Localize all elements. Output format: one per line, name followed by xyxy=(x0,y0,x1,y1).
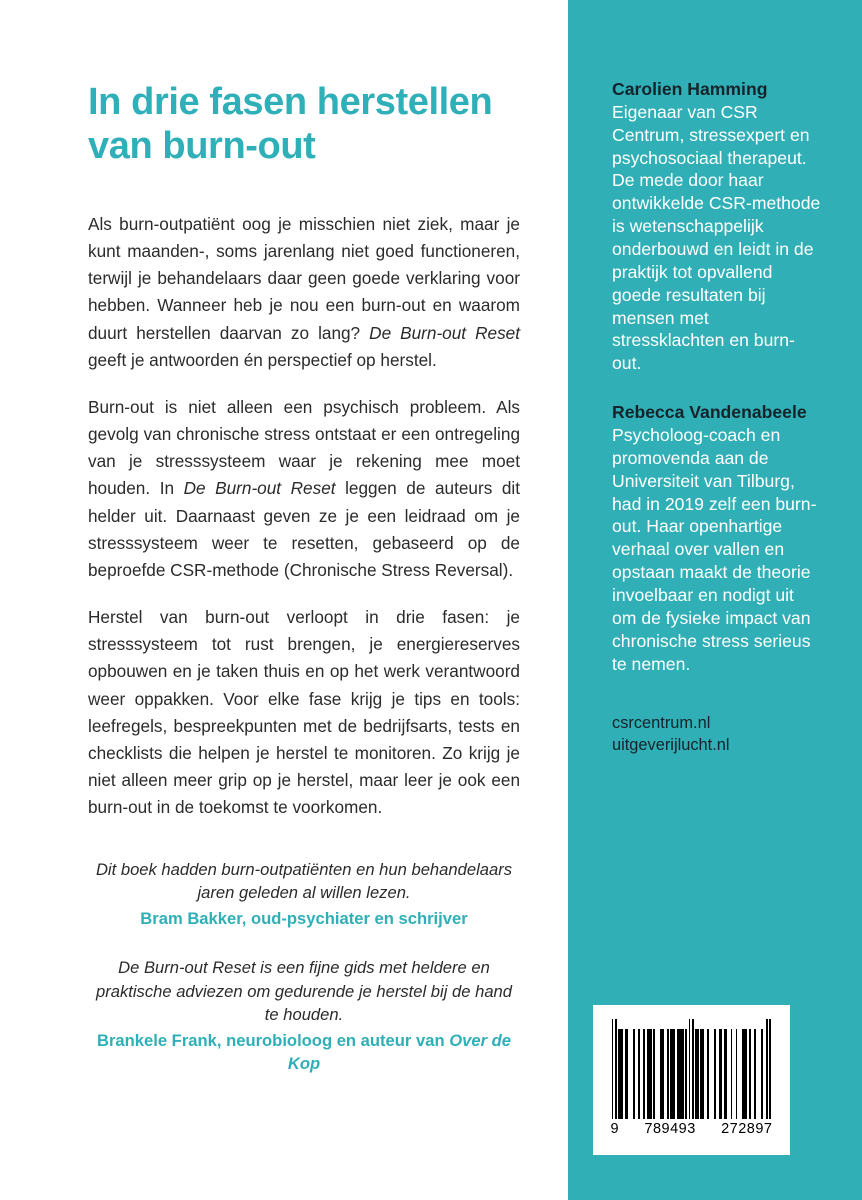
paragraph-text: geeft je antwoorden én perspectief op herstel. xyxy=(88,349,437,370)
book-title-italic: De Burn-out Reset xyxy=(183,478,336,499)
isbn-barcode xyxy=(593,1005,790,1155)
testimonial-quote: Dit boek hadden burn-outpatiënten en hun behandelaars jaren geleden al willen lezen. xyxy=(95,859,513,903)
link-uitgeverijlucht[interactable]: uitgeverijlucht.nl xyxy=(612,735,730,754)
testimonial xyxy=(88,956,520,1076)
testimonials xyxy=(88,858,520,1077)
link-csrcentrum[interactable]: csrcentrum.nl xyxy=(612,714,711,733)
blurb-paragraph xyxy=(88,394,520,584)
author-sidebar xyxy=(568,0,862,1200)
paragraph-text: leggen de auteurs dit helder uit. Daarnaast geven ze je een leidraad om je stresssysteem weer te resetten, gebaseerd op de beproefde CSR-methode (Chronische Stress Reversal). xyxy=(88,478,521,580)
barcode-bars xyxy=(612,1019,772,1119)
headline-line-2: van burn-out xyxy=(88,125,316,168)
paragraph-text: Herstel van burn-out verloopt in drie fasen: je stresssysteem tot rust brengen, je energiereserves opbouwen en je taken thuis en op het werk verantwoord weer oppakken. Voor elke fase krijg je tips en tools: leefregels, bespreekpunten met de bedrijfsarts, tests en checklists die helpen je herstel te monitoren. Zo krijg je niet alleen meer grip op je herstel, maar leer je ook een burn-out in de toekomst te voorkomen. xyxy=(88,607,520,818)
page-title xyxy=(88,80,520,169)
author-bio-carolien xyxy=(612,78,822,375)
author-name: Rebecca Vandenabeele xyxy=(612,402,807,423)
author-bio-rebecca xyxy=(612,401,822,675)
blurb-body xyxy=(88,211,520,822)
blurb-paragraph xyxy=(88,211,520,374)
website-links xyxy=(612,713,822,756)
headline-line-1: In drie fasen herstellen xyxy=(88,81,493,123)
testimonial-quote: De Burn-out Reset is een fijne gids met heldere en praktische adviezen om gedurende je herstel bij de hand te houden. xyxy=(95,958,513,1025)
attribution-text: Brankele Frank, neurobioloog en auteur van xyxy=(96,1030,450,1050)
author-name: Carolien Hamming xyxy=(612,79,768,99)
book-title-italic: De Burn-out Reset xyxy=(369,322,520,343)
testimonial-attribution xyxy=(88,907,520,931)
paragraph-text: Als burn-outpatiënt oog je misschien niet ziek, maar je kunt maanden-, soms jarenlang niet goed functioneren, terwijl je behandelaars daar geen goede verklaring voor hebben. Wanneer heb je nou een burn-out en waarom duurt herstellen daarvan zo lang? xyxy=(88,213,520,343)
testimonial xyxy=(88,858,520,931)
attribution-text: Bram Bakker, oud-psychiater en schrijver xyxy=(140,908,468,928)
barcode-group-right: 272897 xyxy=(721,1121,773,1137)
barcode-digits xyxy=(609,1121,775,1137)
testimonial-attribution xyxy=(88,1029,520,1076)
author-description: Psycholoog-coach en promovenda aan de Universiteit van Tilburg, had in 2019 zelf een burn-out. Haar openhartige verhaal over vallen en opstaan maakt de theorie invoelbaar en nodigt uit om de fysieke impact van chronische stress serieus te nemen. xyxy=(612,425,817,674)
barcode-group-left: 789493 xyxy=(644,1121,696,1137)
barcode-lead-digit: 9 xyxy=(610,1121,620,1137)
blurb-paragraph xyxy=(88,604,520,821)
paragraph-text: Burn-out is niet alleen een psychisch probleem. Als gevolg van chronische stress ontstaat er een ontregeling van je stresssysteem waar je rekening mee moet houden. In xyxy=(88,396,520,499)
author-description: Eigenaar van CSR Centrum, stressexpert en psychosociaal therapeut. De mede door haar ontwikkelde CSR-methode is wetenschappelijk onderbouwd en leidt in de praktijk tot opvallend goede resultaten bij mensen met stressklachten en burn-out. xyxy=(612,101,821,374)
attribution-title-italic: Over de Kop xyxy=(287,1030,512,1074)
